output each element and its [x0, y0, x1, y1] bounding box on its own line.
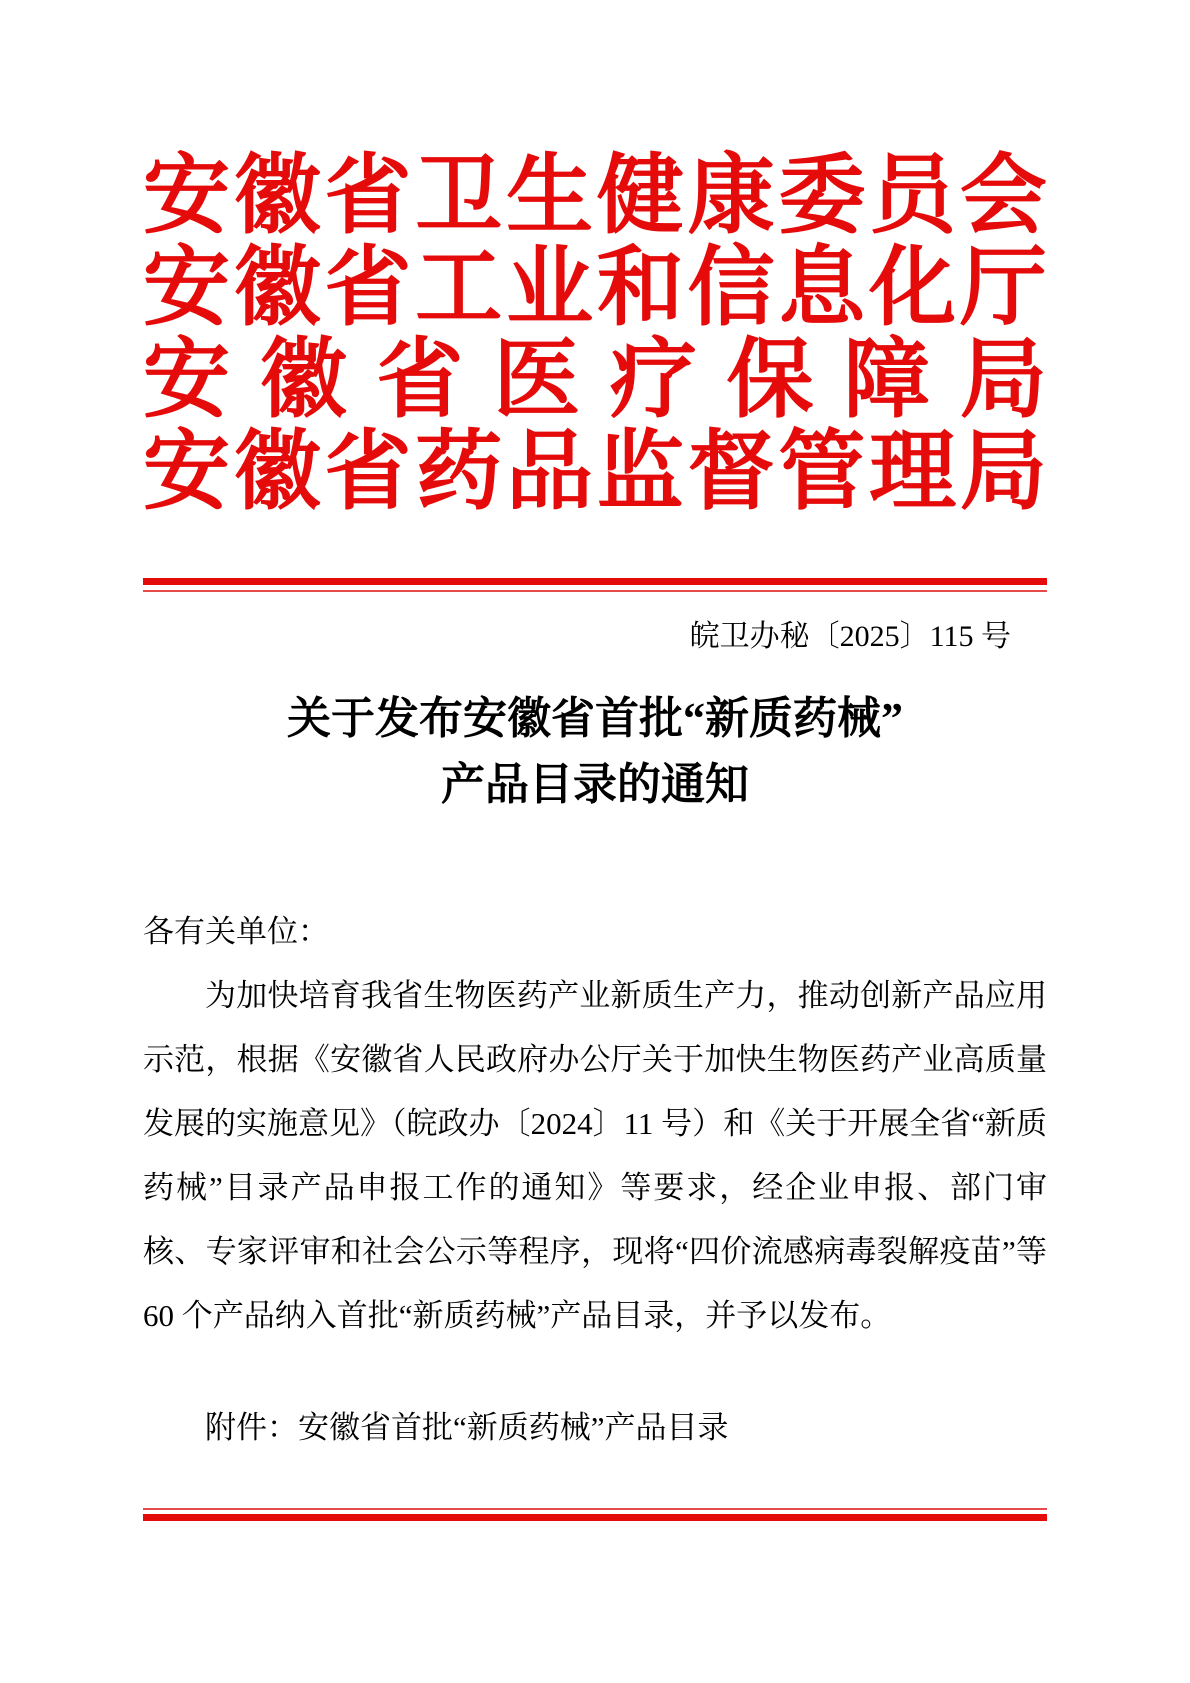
org-name-line-1: 安 徽 省 卫 生 健 康 委 员 会: [143, 147, 1047, 244]
red-letterhead: [143, 0, 1047, 518]
salutation: 各有关单位：: [143, 914, 329, 949]
document-title-line-2: 产品目录的通知: [441, 760, 749, 809]
document-title-line-1: 关于发布安徽省首批“新质药械”: [287, 694, 903, 743]
main-paragraph: 为加快培育我省生物医药产业新质生产力，推动创新产品应用示范，根据《安徽省人民政府办公厅关于加快生物医药产业高质量发展的实施意见》（皖政办〔2024〕11 号）和《关于开展全省“新质药械”目录产品申报工作的通知》等要求，经企业申报、部门审核、专家评审和社会公示等程序，现将“四价流感病毒裂解疫苗”等 60 个产品纳入首批“新质药械”产品目录，并予以发布。: [143, 978, 1047, 1333]
header-separator: [143, 578, 1047, 592]
document-number: 皖卫办秘〔2025〕115 号: [689, 620, 1011, 653]
header-separator-thin-rule: [143, 590, 1047, 592]
attachment-line: 附件：安徽省首批“新质药械”产品目录: [205, 1410, 729, 1445]
header-separator-thick-rule: [143, 578, 1047, 585]
document-title: [143, 686, 1047, 818]
org-name-line-4: 安 徽 省 药 品 监 督 管 理 局: [143, 423, 1047, 520]
org-name-line-2: 安 徽 省 工 业 和 信 息 化 厅: [143, 239, 1047, 336]
footer-separator-thick-rule: [143, 1514, 1047, 1521]
document-body: [143, 900, 1047, 1460]
footer-separator: [143, 1508, 1047, 1521]
org-name-line-3: 安 徽 省 医 疗 保 障 局: [143, 331, 1047, 428]
footer-separator-thin-rule: [143, 1508, 1047, 1510]
